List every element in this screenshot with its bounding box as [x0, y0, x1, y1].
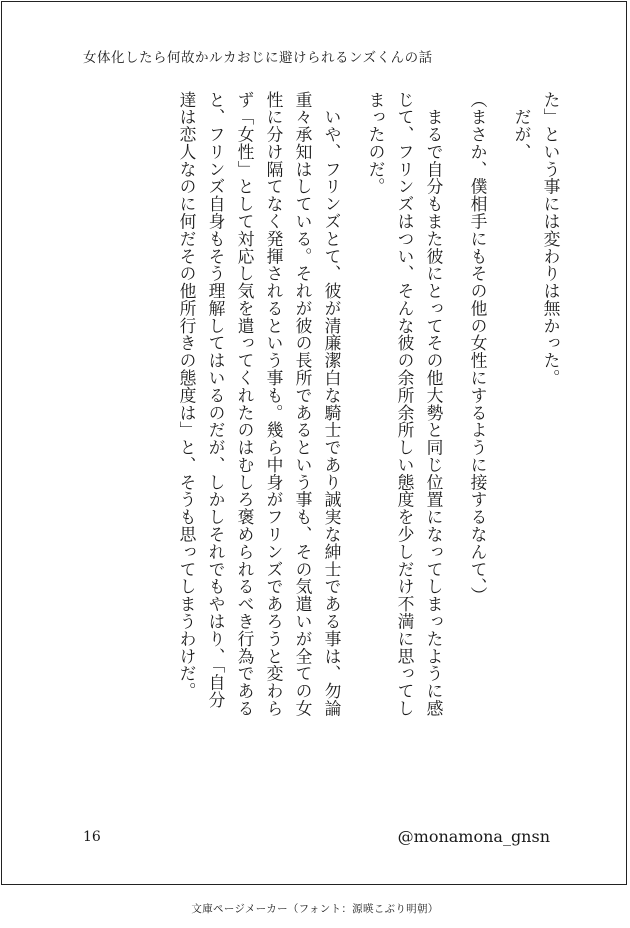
- text-line: 重々承知はしている。それが彼の長所であるという事も、その気遣いが全ての女: [293, 91, 313, 718]
- text-line: じて、フリンズはつい、そんな彼の余所余所しい態度を少しだけ不満に思ってし: [395, 91, 415, 718]
- text-line: ず「女性」として対応し気を遣ってくれたのはむしろ褒められるべき行為である: [235, 91, 255, 718]
- text-line: た」という事には変わりは無かった。: [541, 91, 561, 387]
- page-number: 16: [83, 829, 101, 845]
- blank-line: [494, 91, 506, 791]
- text-line: まったのだ。: [366, 91, 386, 196]
- text-line: だが、: [512, 91, 532, 161]
- running-title: 女体化したら何故かルカおじに避けられるンズくんの話: [83, 50, 433, 66]
- blank-line: [450, 91, 462, 791]
- text-line: いや、フリンズとて、彼が清廉潔白な騎士であり誠実な紳士である事は、勿論: [322, 91, 342, 718]
- text-line: 達は恋人なのに何だその他所行きの態度は」と、そうも思ってしまうわけだ。: [177, 91, 197, 700]
- blank-line: [348, 91, 360, 791]
- text-line: 性に分け隔てなく発揮されるという事も。幾ら中身がフリンズであろうと変わら: [264, 91, 284, 718]
- body-text: [104, 91, 564, 791]
- footer-credit: 文庫ページメーカー（フォント：源暎こぶり明朝）: [191, 903, 439, 915]
- text-line: （まさか、僕相手にもその他の女性にするように接するなんて、）: [468, 91, 488, 605]
- author-handle: @monamona_gnsn: [397, 827, 550, 846]
- text-line: と、フリンズ自身もそう理解してはいるのだが、しかしそれでもやはり、「自分: [206, 91, 226, 709]
- text-line: まるで自分もまた彼にとってその他大勢と同じ位置になってしまったように感: [424, 91, 444, 718]
